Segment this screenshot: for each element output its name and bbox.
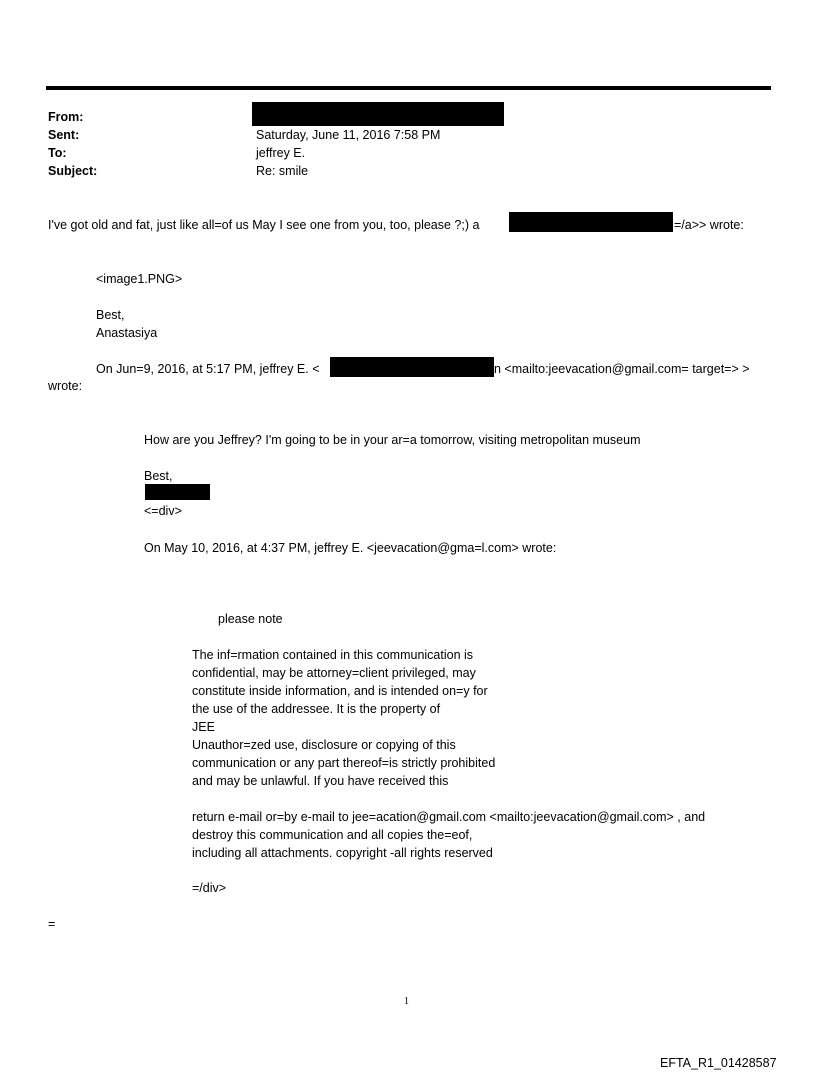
redacted-name [145,484,210,500]
sent-label: Sent: [48,128,80,142]
quote-header-1: On Jun=9, 2016, at 5:17 PM, jeffrey E. < [96,362,320,376]
image-attachment-ref: <image1.PNG> [96,272,183,286]
body-line-1: I've got old and fat, just like all=of us May I see one from you, too, please ?;) a [48,218,480,232]
quote-header-2: On May 10, 2016, at 4:37 PM, jeffrey E. <jeevacation@gma=l.com> wrote: [144,541,557,555]
closing-best-2: Best, [144,469,173,483]
message-2: How are you Jeffrey? I'm going to be in your ar=a tomorrow, visiting metropolitan museum [144,433,641,447]
to-label: To: [48,146,67,160]
return-line: return e-mail or=by e-mail to jee=acation@gmail.com <mailto:jeevacation@gmail.com> , and [192,810,706,824]
signature-name: Anastasiya [96,326,158,340]
end-div-tag: =/div> [192,881,227,895]
body-line-1-tail: =/a>> wrote: [674,218,744,232]
disclaimer-line: JEE [192,720,215,734]
closing-best-1: Best, [96,308,125,322]
subject-value: Re: smile [256,164,309,178]
quote-header-1-tail: n <mailto:jeevacation@gmail.com= target=> > [494,362,750,376]
subject-label: Subject: [48,164,98,178]
div-tag: <=div> [144,504,182,518]
return-line: destroy this communication and all copies the=eof, [192,828,473,842]
to-value: jeffrey E. [256,146,306,160]
disclaimer-line: Unauthor=zed use, disclosure or copying of this [192,738,456,752]
please-note: please note [218,612,283,626]
trailing-equals: = [48,917,56,931]
redacted-email-2 [330,357,494,377]
disclaimer-line: the use of the addressee. It is the property of [192,702,441,716]
quote-header-1-wrap: wrote: [48,379,83,393]
document-id: EFTA_R1_01428587 [660,1056,777,1070]
disclaimer-line: communication or any part thereof=is strictly prohibited [192,756,496,770]
page-number: 1 [404,996,409,1007]
disclaimer-line: constitute inside information, and is intended on=y for [192,684,488,698]
disclaimer-line: and may be unlawful. If you have received this [192,774,449,788]
from-label: From: [48,110,84,124]
disclaimer-line: The inf=rmation contained in this communication is [192,648,474,662]
redacted-email-1 [509,212,673,232]
header-rule [46,86,771,90]
return-line: including all attachments. copyright -all rights reserved [192,846,493,860]
sent-value: Saturday, June 11, 2016 7:58 PM [256,128,441,142]
redacted-sender [252,102,504,126]
disclaimer-line: confidential, may be attorney=client privileged, may [192,666,476,680]
